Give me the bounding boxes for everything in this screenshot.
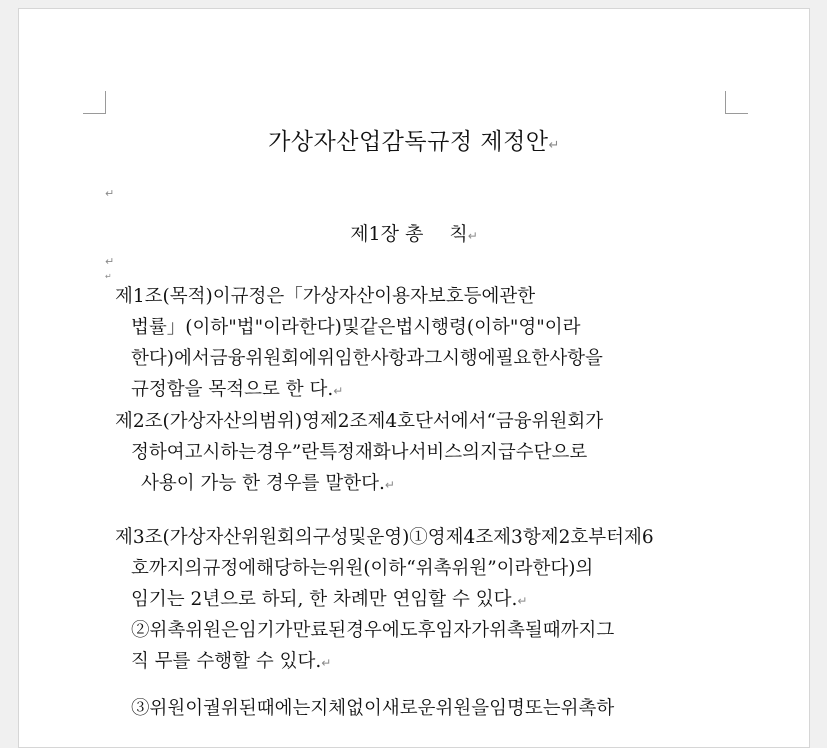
article-line	[115, 281, 719, 312]
article-word: 지급수단으로	[480, 442, 588, 463]
article-word: 때까지	[542, 620, 597, 641]
article-word: 제4조제3항제2호부터	[445, 527, 624, 548]
article-word: 특정	[319, 442, 355, 463]
article-word: 제2조(가상자산의	[115, 411, 260, 432]
article-word: 때에는	[256, 698, 311, 719]
article-word: 고시하는	[184, 442, 257, 463]
article-word: 그	[596, 620, 615, 641]
paragraph-mark-icon: ↵	[321, 656, 332, 670]
article-word: 규정은	[230, 286, 285, 307]
article-word: “위촉위원”이라	[406, 558, 533, 579]
article-word: 및	[341, 317, 360, 338]
article-line	[115, 374, 719, 407]
article-word: 서비스의	[408, 442, 481, 463]
article-text: 임기는 2년으로 하되, 한 차례만 연임할 수 있다.	[131, 589, 518, 610]
article-word: 궐위된	[203, 698, 257, 719]
article-line	[115, 312, 719, 343]
article-word: 시행령(이하	[413, 317, 510, 338]
article-line	[131, 615, 719, 646]
article-word: 제2조제4호단서에서	[319, 411, 487, 432]
article-word: 재화나	[354, 442, 409, 463]
article-word: 경우에도	[346, 620, 418, 641]
article-word: 회에	[281, 348, 317, 369]
paragraph-mark-icon: ↵	[105, 272, 112, 281]
article-line	[115, 468, 719, 501]
article-word: 제1조(목적)	[115, 286, 213, 307]
article-word: 관한	[499, 286, 536, 307]
paragraph-mark-icon: ↵	[517, 594, 528, 608]
article-word: 법률」(이하	[131, 317, 229, 338]
article-word: 위원을	[435, 698, 490, 719]
article-word: 또는	[524, 698, 561, 719]
paragraph-mark-icon: ↵	[548, 138, 560, 153]
article-word: 위임한	[316, 348, 371, 369]
article-word: 정하여	[131, 442, 185, 463]
article-word: 이	[212, 286, 231, 307]
article-word: 위촉될	[489, 620, 543, 641]
article-word: 임기가	[238, 620, 293, 641]
article-word: 금융위원	[209, 348, 282, 369]
margin-corner-top-right	[725, 91, 748, 114]
document-title	[19, 123, 809, 156]
article-word: 「가상자산	[284, 286, 375, 307]
article-line	[131, 646, 719, 679]
article-word: 보호	[427, 286, 464, 307]
article-word: 및	[348, 527, 367, 548]
article-word: ②위촉위원은	[131, 620, 239, 641]
article-1	[115, 281, 719, 407]
article-word: 범위)	[259, 411, 303, 432]
article-word: 만료된	[292, 620, 347, 641]
article-word: 같은	[359, 317, 396, 338]
article-word: ①영	[409, 527, 446, 548]
article-word: (가상자산위원회의	[162, 527, 313, 548]
paragraph-mark-icon: ↵	[333, 384, 344, 398]
chapter-number: 제1장	[350, 223, 399, 245]
article-word: 사항을	[549, 348, 603, 369]
article-3	[115, 522, 719, 617]
document-title-text: 가상자산업감독규정 제정안	[268, 129, 549, 155]
article-2	[115, 406, 719, 501]
article-word: 구성	[312, 527, 349, 548]
article-text: 사용이 가능 한 경우를 말한다.	[141, 473, 385, 494]
paragraph-mark-icon: ↵	[467, 229, 478, 243]
chapter-heading	[19, 219, 809, 246]
article-word: 한다)에서	[131, 348, 210, 369]
margin-corner-top-left	[83, 91, 106, 114]
article-line	[115, 553, 719, 584]
paragraph-mark-icon: ↵	[105, 187, 115, 200]
article-word: 위촉하	[560, 698, 615, 719]
article-word: 이용자	[374, 286, 428, 307]
article-word: 경우”란	[256, 442, 320, 463]
article-word: 시행에	[442, 348, 496, 369]
article-word: 해당하는	[256, 558, 328, 579]
article-word: 한다)	[298, 317, 342, 338]
article-word: 그	[424, 348, 443, 369]
article-word: 제3조	[115, 527, 163, 548]
chapter-word-1: 총	[405, 223, 424, 245]
article-word: 규정에	[202, 558, 257, 579]
article-word: 없이	[346, 698, 382, 719]
article-word: 후임자가	[417, 620, 490, 641]
article-line	[115, 406, 719, 437]
article-3-paragraph-2	[131, 615, 719, 679]
article-text: 규정함을 목적으로 한 다.	[131, 379, 334, 400]
article-text: 직 무를 수행할 수 있다.	[131, 651, 322, 672]
article-word: 지체	[310, 698, 347, 719]
article-word: 사항과	[370, 348, 425, 369]
article-word: 한다)의	[532, 558, 594, 579]
paragraph-mark-icon: ↵	[384, 478, 395, 492]
document-page	[18, 8, 810, 748]
article-line	[115, 437, 719, 468]
article-word: 위원(이하	[327, 558, 407, 579]
article-3-paragraph-3	[131, 693, 719, 724]
article-word: “금융위원회가	[486, 411, 604, 432]
article-word: 법	[395, 317, 414, 338]
article-word: "법"이라	[228, 317, 299, 338]
article-word: "영"이라	[509, 317, 581, 338]
article-word: 영	[302, 411, 320, 432]
article-word: 등에	[463, 286, 500, 307]
article-word: 임명	[489, 698, 525, 719]
article-word: 호까지의	[131, 558, 203, 579]
article-line	[131, 693, 719, 724]
article-word: ③위원이	[131, 698, 204, 719]
article-line	[115, 584, 719, 617]
article-word: 새로운	[381, 698, 436, 719]
article-word: 제6	[623, 527, 654, 548]
article-word: 운영)	[366, 527, 410, 548]
chapter-word-2: 칙	[449, 223, 468, 245]
article-line	[115, 522, 719, 553]
article-line	[115, 343, 719, 374]
article-word: 필요한	[495, 348, 550, 369]
paragraph-mark-icon: ↵	[105, 255, 115, 268]
